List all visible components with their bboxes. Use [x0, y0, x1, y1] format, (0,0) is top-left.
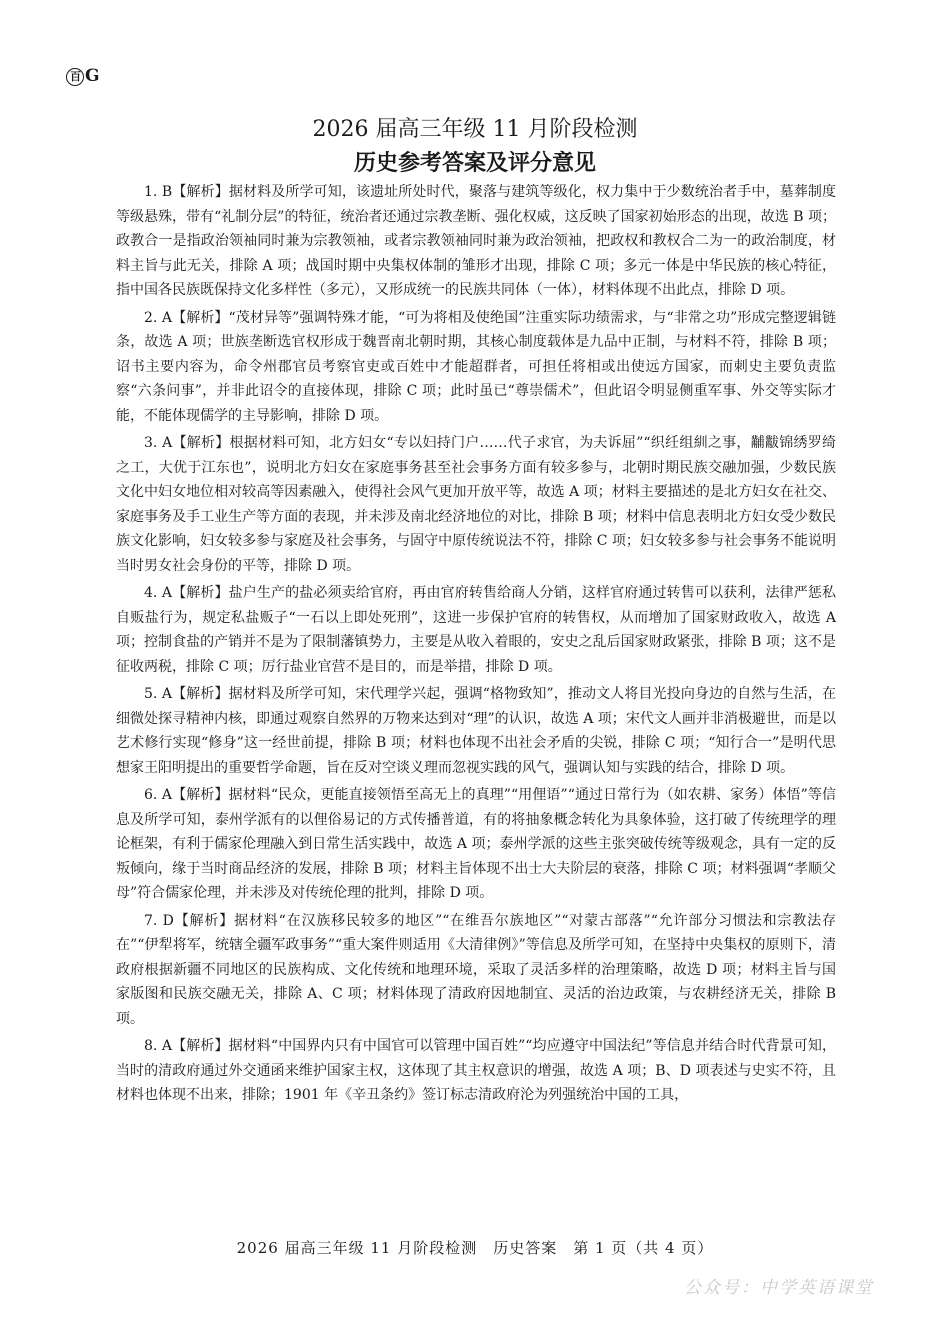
publisher-logo [66, 66, 99, 86]
watermark: 公众号：中学英语课堂 [684, 1278, 874, 1298]
answer-list [116, 180, 836, 1111]
answer-item-2: 2. A【解析】“茂材异等”强调特殊才能，“可为将相及使绝国”注重实际功绩需求，与“非常之功”形成完整逻辑链条，故选 A 项；世族垄断选官权形成于魏晋南北朝时期，其核心制度载体是九品中正制，与材料不符，排除 B 项；诏书主要内容为，命令州郡官员考察官吏或百姓中才能超群者，可担任将相或出使远方国家，而刺史主要负责监察“六条问事”，并非此诏令的直接体现，排除 C 项；此时虽已“尊崇儒术”，但此诏令明显侧重军事、外交等实际才能，不能体现儒学的主导影响，排除 D 项。 [116, 309, 836, 424]
answer-item-8: 8. A【解析】据材料“中国界内只有中国官可以管理中国百姓”“均应遵守中国法纪”等信息并结合时代背景可知，当时的清政府通过外交通函来维护国家主权，这体现了其主权意识的增强，故选 A 项；B、D 项表述与史实不符，且材料也体现不出来，排除；1901 年《辛丑条约》签订标志清政府沦为列强统治中国的工具， [116, 1038, 836, 1103]
page-footer: 2026 届高三年级 11 月阶段检测 历史答案 第 1 页（共 4 页） [236, 1239, 714, 1257]
answer-item-4: 4. A【解析】盐户生产的盐必须卖给官府，再由官府转售给商人分销，这样官府通过转售可以获利，法律严惩私自贩盐行为，规定私盐贩子“一石以上即处死刑”，这进一步保护官府的转售权，从而增加了国家财政收入，故选 A 项；控制食盐的产销并不是为了限制藩镇势力，主要是从收入着眼的，安史之乱后国家财政紧张，排除 B 项；这不是征收两税，排除 C 项；厉行盐业官营不是目的，而是举措，排除 D 项。 [116, 585, 836, 675]
page-subtitle: 历史参考答案及评分意见 [353, 151, 596, 176]
page-title: 2026 届高三年级 11 月阶段检测 [312, 117, 638, 142]
answer-item-7: 7. D【解析】据材料“在汉族移民较多的地区”“在维吾尔族地区”“对蒙古部落”“允许部分习惯法和宗教法存在”“伊犁将军，统辖全疆军政事务”“重大案件则适用《大清律例》”等信息及所学可知，在坚持中央集权的原则下，清政府根据新疆不同地区的民族构成、文化传统和地理环境，采取了灵活多样的治理策略，故选 D 项；材料主旨与国家版图和民族交融无关，排除 A、C 项；材料体现了清政府因地制宜、灵活的治边政策，与农耕经济无关，排除 B 项。 [116, 912, 836, 1027]
answer-item-5: 5. A【解析】据材料及所学可知，宋代理学兴起，强调“格物致知”，推动文人将目光投向身边的自然与生活，在细微处探寻精神内核，即通过观察自然界的万物来达到对“理”的认识，故选 A 项；宋代文人画并非消极避世，而是以艺术修行实现“修身”这一经世前提，排除 B 项；材料也体现不出社会矛盾的尖锐，排除 C 项；“知行合一”是明代思想家王阳明提出的重要哲学命题，旨在反对空谈义理而忽视实践的风气，强调认知与实践的结合，排除 D 项。 [116, 686, 836, 776]
answer-item-6: 6. A【解析】据材料“民众，更能直接领悟至高无上的真理”“用俚语”“通过日常行为（如农耕、家务）体悟”等信息及所学可知，泰州学派有的以俚俗易记的方式传播普道，有的将抽象概念转化为具象体验，这打破了传统理学的理论框架，有利于儒家伦理融入到日常生活实践中，故选 A 项；泰州学派的这些主张突破传统等级观念，具有一定的反叛倾向，缘于当时商品经济的发展，排除 B 项；材料主旨体现不出士大夫阶层的衰落，排除 C 项；材料强调“孝顺父母”符合儒家伦理，并未涉及对传统伦理的批判，排除 D 项。 [116, 787, 836, 901]
logo-circle-glyph: 百 [66, 68, 84, 86]
logo-letter: G [85, 66, 99, 86]
answer-item-1: 1. B【解析】据材料及所学可知，该遗址所处时代，聚落与建筑等级化，权力集中于少数统治者手中，墓葬制度等级悬殊，带有“礼制分层”的特征，统治者还通过宗教垄断、强化权威，这反映了国家初始形态的出现，故选 B 项；政教合一是指政治领袖同时兼为宗教领袖，或者宗教领袖同时兼为政治领袖，把政权和教权合二为一的政治制度，材料主旨与此无关，排除 A 项；战国时期中央集权体制的雏形才出现，排除 C 项；多元一体是中华民族的核心特征，指中国各民族既保持文化多样性（多元），又形成统一的民族共同体（一体），材料体现不出此点，排除 D 项。 [116, 184, 836, 298]
answer-item-3: 3. A【解析】根据材料可知，北方妇女“专以妇持门户……代子求官，为夫诉屈”“织纴组紃之事，黼黻锦绣罗绮之工，大优于江东也”，说明北方妇女在家庭事务甚至社会事务方面有较多参与，北朝时期民族交融加强，少数民族文化中妇女地位相对较高等因素融入，使得社会风气更加开放平等，故选 A 项；材料主要描述的是北方妇女在社交、家庭事务及手工业生产等方面的表现，并未涉及南北经济地位的对比，排除 B 项；材料中信息表明北方妇女受少数民族文化影响，妇女较多参与家庭及社会事务，与固守中原传统说法不符，排除 C 项；妇女较多参与社会事务不能说明当时男女社会身份的平等，排除 D 项。 [116, 435, 836, 574]
